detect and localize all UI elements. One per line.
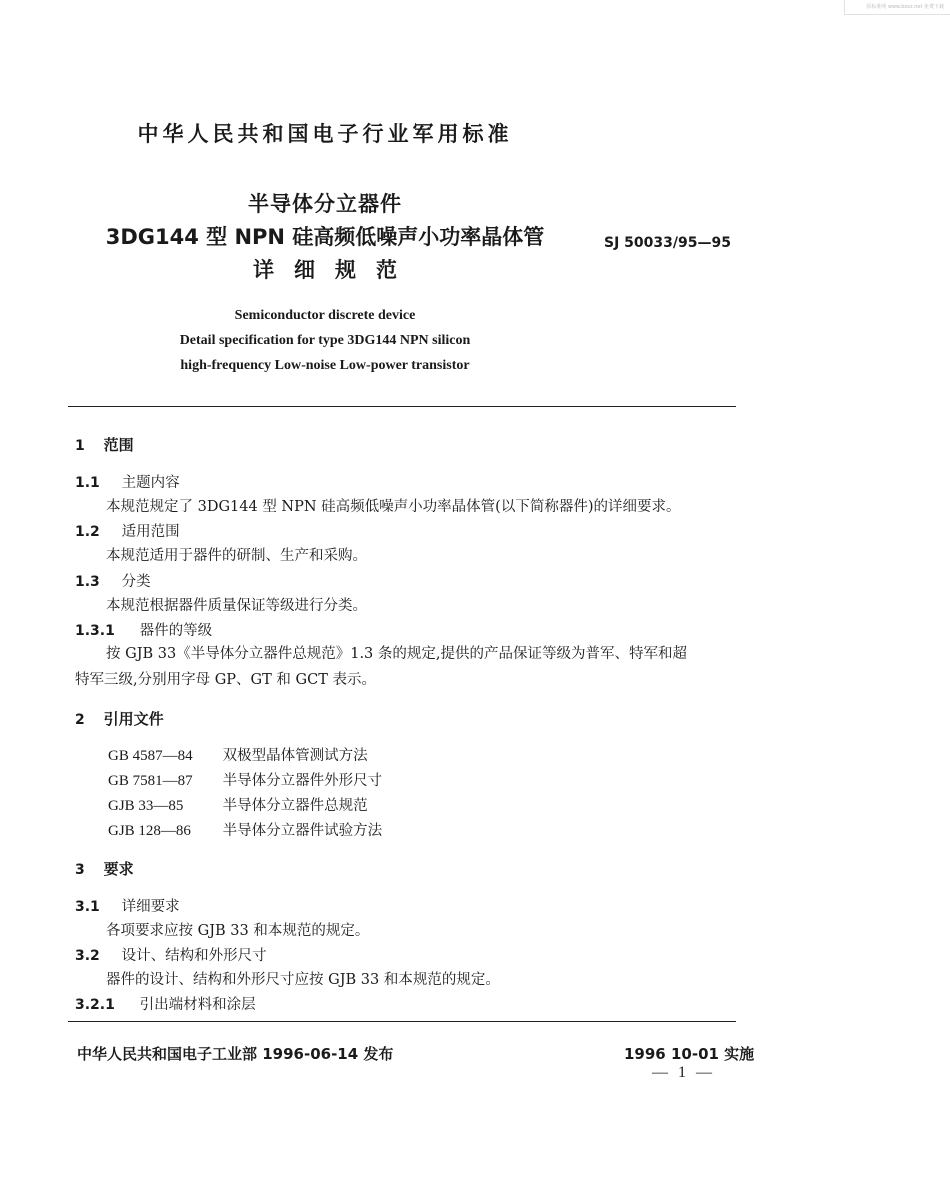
section-title: 分类: [121, 574, 151, 590]
reference-code: GJB 33—85: [108, 798, 184, 814]
reference-item: [108, 744, 368, 765]
english-title-line-1: Semiconductor discrete device: [234, 308, 416, 323]
section-number: 3.2.1: [75, 997, 115, 1013]
section-3-heading: [75, 858, 134, 879]
section-number: 1: [75, 438, 85, 454]
english-title-line-3: high-frequency Low-noise Low-power transistor: [180, 358, 470, 373]
section-title: 设计、结构和外形尺寸: [121, 948, 267, 964]
bottom-divider: [68, 1021, 736, 1022]
reference-name: 双极型晶体管测试方法: [222, 748, 368, 764]
reference-code: GJB 128—86: [108, 823, 191, 839]
section-number: 1.2: [75, 524, 100, 540]
effective-date: 1996 10-01 实施: [624, 1045, 755, 1063]
section-1-3-text: 本规范根据器件质量保证等级进行分类。: [106, 598, 367, 614]
section-number: 3.2: [75, 948, 100, 964]
section-3-1-heading: [75, 895, 180, 916]
page-number: — 1 —: [652, 1064, 715, 1081]
section-title: 主题内容: [121, 475, 180, 491]
section-2-heading: [75, 708, 164, 729]
section-3-2-text: 器件的设计、结构和外形尺寸应按 GJB 33 和本规范的规定。: [106, 972, 500, 988]
section-number: 1.3.1: [75, 623, 115, 639]
section-title: 引出端材料和涂层: [139, 997, 256, 1013]
section-title: 适用范围: [121, 524, 180, 540]
section-number: 3: [75, 862, 85, 878]
section-3-2-heading: [75, 944, 267, 965]
english-title-line-2: Detail specification for type 3DG144 NPN silicon: [179, 333, 471, 348]
section-title: 要求: [103, 860, 134, 878]
section-1-2-heading: [75, 520, 180, 541]
title-line-1: 半导体分立器件: [248, 192, 402, 216]
title-line-3: 详细规范: [253, 258, 417, 282]
section-number: 1.3: [75, 574, 100, 590]
section-1-3-heading: [75, 570, 151, 591]
issue-date: 中华人民共和国电子工业部 1996-06-14 发布: [77, 1045, 394, 1063]
chinese-title-block: [0, 188, 650, 287]
standard-category-header: 中华人民共和国电子行业军用标准: [137, 122, 513, 146]
section-1-3-1-text-line-2: 特军三级,分别用字母 GP、GT 和 GCT 表示。: [75, 672, 376, 688]
reference-name: 半导体分立器件总规范: [222, 798, 368, 814]
reference-item: [108, 819, 382, 840]
title-line-2: 3DG144 型 NPN 硅高频低噪声小功率晶体管: [105, 225, 545, 249]
section-title: 引用文件: [103, 710, 164, 728]
reference-item: [108, 769, 382, 790]
reference-name: 半导体分立器件外形尺寸: [222, 773, 383, 789]
section-1-heading: [75, 434, 134, 455]
reference-code: GB 4587—84: [108, 748, 193, 764]
section-1-1-text: 本规范规定了 3DG144 型 NPN 硅高频低噪声小功率晶体管(以下简称器件)的详细要求。: [106, 499, 681, 515]
reference-item: [108, 794, 368, 815]
section-1-2-text: 本规范适用于器件的研制、生产和采购。: [106, 548, 367, 564]
section-title: 范围: [103, 436, 134, 454]
section-1-1-heading: [75, 471, 180, 492]
section-title: 详细要求: [121, 899, 180, 915]
section-1-3-1-heading: [75, 619, 212, 640]
section-3-1-text: 各项要求应按 GJB 33 和本规范的规定。: [106, 923, 370, 939]
top-divider: [68, 406, 736, 407]
section-title: 器件的等级: [139, 623, 213, 639]
reference-name: 半导体分立器件试验方法: [222, 823, 383, 839]
standard-number: SJ 50033/95—95: [604, 235, 731, 251]
corner-watermark: 原标准网 www.bzxz.net 免费下载: [866, 4, 944, 10]
section-number: 1.1: [75, 475, 100, 491]
section-3-2-1-heading: [75, 993, 256, 1014]
section-1-3-1-text-line-1: 按 GJB 33《半导体分立器件总规范》1.3 条的规定,提供的产品保证等级为普军、特军和超: [106, 646, 687, 662]
section-number: 3.1: [75, 899, 100, 915]
english-title-block: [0, 303, 650, 378]
section-number: 2: [75, 712, 85, 728]
reference-code: GB 7581—87: [108, 773, 193, 789]
